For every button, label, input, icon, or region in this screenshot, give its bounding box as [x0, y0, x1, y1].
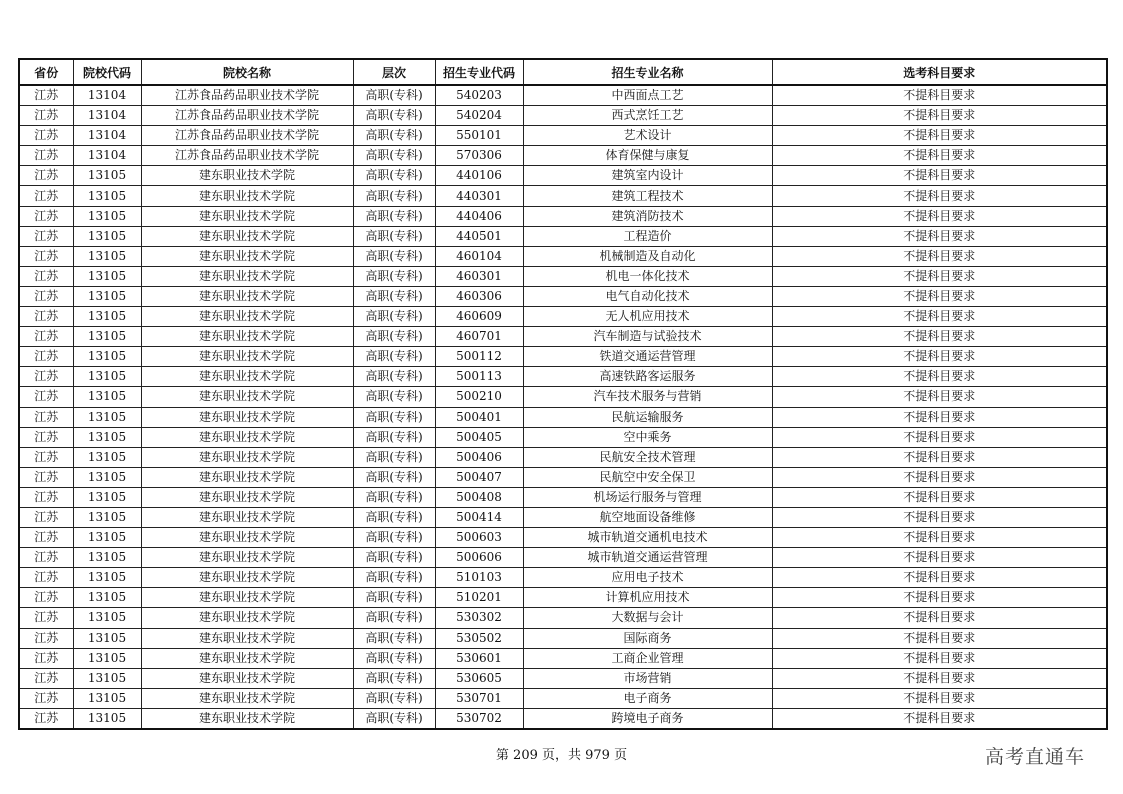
cell-school-code: 13105: [73, 307, 141, 327]
cell-school-code: 13105: [73, 407, 141, 427]
cell-school-name: 建东职业技术学院: [141, 226, 353, 246]
cell-province: 江苏: [19, 246, 73, 266]
cell-school-code: 13104: [73, 146, 141, 166]
cell-subject-requirement: 不提科目要求: [772, 126, 1107, 146]
cell-major-name: 工商企业管理: [523, 648, 772, 668]
cell-level: 高职(专科): [353, 166, 435, 186]
cell-level: 高职(专科): [353, 347, 435, 367]
cell-school-name: 建东职业技术学院: [141, 688, 353, 708]
cell-major-name: 应用电子技术: [523, 568, 772, 588]
table-body: [19, 85, 1107, 729]
table-row: [19, 467, 1107, 487]
cell-major-name: 中西面点工艺: [523, 85, 772, 106]
table-row: [19, 588, 1107, 608]
cell-subject-requirement: 不提科目要求: [772, 608, 1107, 628]
cell-school-code: 13105: [73, 467, 141, 487]
cell-school-name: 建东职业技术学院: [141, 206, 353, 226]
cell-major-name: 汽车技术服务与营销: [523, 387, 772, 407]
cell-subject-requirement: 不提科目要求: [772, 307, 1107, 327]
cell-level: 高职(专科): [353, 186, 435, 206]
cell-subject-requirement: 不提科目要求: [772, 447, 1107, 467]
cell-major-code: 460301: [435, 266, 523, 286]
cell-level: 高职(专科): [353, 688, 435, 708]
cell-school-name: 建东职业技术学院: [141, 487, 353, 507]
cell-school-name: 江苏食品药品职业技术学院: [141, 85, 353, 106]
table-row: [19, 387, 1107, 407]
cell-school-name: 建东职业技术学院: [141, 246, 353, 266]
cell-province: 江苏: [19, 628, 73, 648]
cell-subject-requirement: 不提科目要求: [772, 347, 1107, 367]
cell-major-name: 建筑消防技术: [523, 206, 772, 226]
table-row: [19, 668, 1107, 688]
cell-major-name: 机械制造及自动化: [523, 246, 772, 266]
cell-province: 江苏: [19, 688, 73, 708]
table-row: [19, 126, 1107, 146]
cell-school-name: 建东职业技术学院: [141, 467, 353, 487]
cell-school-code: 13105: [73, 246, 141, 266]
table-row: [19, 427, 1107, 447]
cell-school-code: 13105: [73, 367, 141, 387]
cell-province: 江苏: [19, 166, 73, 186]
cell-major-name: 城市轨道交通机电技术: [523, 528, 772, 548]
cell-school-code: 13105: [73, 447, 141, 467]
cell-school-code: 13105: [73, 648, 141, 668]
header-province: 省份: [19, 59, 73, 85]
cell-school-code: 13104: [73, 106, 141, 126]
cell-province: 江苏: [19, 347, 73, 367]
cell-major-code: 460609: [435, 307, 523, 327]
cell-major-code: 500405: [435, 427, 523, 447]
cell-major-name: 电子商务: [523, 688, 772, 708]
cell-school-name: 建东职业技术学院: [141, 608, 353, 628]
cell-major-name: 工程造价: [523, 226, 772, 246]
cell-province: 江苏: [19, 548, 73, 568]
cell-school-name: 建东职业技术学院: [141, 668, 353, 688]
table-row: [19, 85, 1107, 106]
cell-province: 江苏: [19, 85, 73, 106]
cell-province: 江苏: [19, 407, 73, 427]
table-row: [19, 447, 1107, 467]
cell-level: 高职(专科): [353, 507, 435, 527]
cell-subject-requirement: 不提科目要求: [772, 186, 1107, 206]
table-row: [19, 226, 1107, 246]
cell-province: 江苏: [19, 528, 73, 548]
cell-major-code: 500210: [435, 387, 523, 407]
cell-major-name: 无人机应用技术: [523, 307, 772, 327]
cell-subject-requirement: 不提科目要求: [772, 628, 1107, 648]
cell-major-name: 艺术设计: [523, 126, 772, 146]
cell-province: 江苏: [19, 266, 73, 286]
cell-level: 高职(专科): [353, 427, 435, 447]
cell-major-name: 机场运行服务与管理: [523, 487, 772, 507]
cell-subject-requirement: 不提科目要求: [772, 166, 1107, 186]
cell-school-name: 建东职业技术学院: [141, 286, 353, 306]
cell-major-name: 电气自动化技术: [523, 286, 772, 306]
cell-level: 高职(专科): [353, 367, 435, 387]
cell-major-code: 530701: [435, 688, 523, 708]
table-row: [19, 347, 1107, 367]
cell-school-name: 江苏食品药品职业技术学院: [141, 146, 353, 166]
cell-school-name: 建东职业技术学院: [141, 387, 353, 407]
cell-school-name: 建东职业技术学院: [141, 588, 353, 608]
cell-province: 江苏: [19, 427, 73, 447]
admission-table-container: [18, 58, 1106, 730]
cell-major-code: 530605: [435, 668, 523, 688]
table-row: [19, 246, 1107, 266]
cell-school-name: 建东职业技术学院: [141, 427, 353, 447]
table-row: [19, 266, 1107, 286]
cell-school-code: 13105: [73, 347, 141, 367]
cell-major-name: 大数据与会计: [523, 608, 772, 628]
cell-school-code: 13105: [73, 528, 141, 548]
cell-major-code: 500603: [435, 528, 523, 548]
cell-province: 江苏: [19, 568, 73, 588]
cell-school-name: 建东职业技术学院: [141, 266, 353, 286]
cell-school-code: 13104: [73, 85, 141, 106]
cell-subject-requirement: 不提科目要求: [772, 507, 1107, 527]
cell-school-name: 建东职业技术学院: [141, 327, 353, 347]
cell-subject-requirement: 不提科目要求: [772, 407, 1107, 427]
cell-province: 江苏: [19, 226, 73, 246]
cell-province: 江苏: [19, 327, 73, 347]
cell-subject-requirement: 不提科目要求: [772, 467, 1107, 487]
cell-subject-requirement: 不提科目要求: [772, 387, 1107, 407]
cell-major-code: 570306: [435, 146, 523, 166]
cell-level: 高职(专科): [353, 246, 435, 266]
cell-level: 高职(专科): [353, 548, 435, 568]
cell-level: 高职(专科): [353, 387, 435, 407]
cell-subject-requirement: 不提科目要求: [772, 588, 1107, 608]
cell-major-code: 510103: [435, 568, 523, 588]
cell-school-code: 13105: [73, 206, 141, 226]
cell-major-code: 510201: [435, 588, 523, 608]
table-row: [19, 648, 1107, 668]
cell-major-name: 西式烹饪工艺: [523, 106, 772, 126]
cell-level: 高职(专科): [353, 266, 435, 286]
cell-level: 高职(专科): [353, 307, 435, 327]
cell-major-code: 440106: [435, 166, 523, 186]
cell-school-name: 江苏食品药品职业技术学院: [141, 106, 353, 126]
cell-subject-requirement: 不提科目要求: [772, 568, 1107, 588]
cell-school-code: 13105: [73, 628, 141, 648]
header-major-name: 招生专业名称: [523, 59, 772, 85]
header-major-code: 招生专业代码: [435, 59, 523, 85]
cell-school-code: 13105: [73, 186, 141, 206]
cell-level: 高职(专科): [353, 568, 435, 588]
cell-province: 江苏: [19, 708, 73, 729]
cell-major-name: 城市轨道交通运营管理: [523, 548, 772, 568]
cell-major-code: 530702: [435, 708, 523, 729]
cell-province: 江苏: [19, 608, 73, 628]
header-level: 层次: [353, 59, 435, 85]
cell-school-name: 建东职业技术学院: [141, 447, 353, 467]
cell-province: 江苏: [19, 126, 73, 146]
cell-major-name: 计算机应用技术: [523, 588, 772, 608]
cell-major-code: 530302: [435, 608, 523, 628]
cell-school-code: 13105: [73, 327, 141, 347]
cell-major-name: 空中乘务: [523, 427, 772, 447]
cell-level: 高职(专科): [353, 85, 435, 106]
cell-subject-requirement: 不提科目要求: [772, 327, 1107, 347]
cell-major-code: 500406: [435, 447, 523, 467]
table-row: [19, 688, 1107, 708]
cell-school-name: 建东职业技术学院: [141, 528, 353, 548]
table-row: [19, 186, 1107, 206]
table-row: [19, 367, 1107, 387]
cell-level: 高职(专科): [353, 708, 435, 729]
cell-school-name: 建东职业技术学院: [141, 166, 353, 186]
cell-school-name: 江苏食品药品职业技术学院: [141, 126, 353, 146]
cell-major-code: 500414: [435, 507, 523, 527]
cell-level: 高职(专科): [353, 608, 435, 628]
cell-province: 江苏: [19, 206, 73, 226]
cell-major-name: 航空地面设备维修: [523, 507, 772, 527]
cell-subject-requirement: 不提科目要求: [772, 528, 1107, 548]
cell-province: 江苏: [19, 668, 73, 688]
cell-school-name: 建东职业技术学院: [141, 548, 353, 568]
cell-subject-requirement: 不提科目要求: [772, 246, 1107, 266]
cell-major-code: 530502: [435, 628, 523, 648]
cell-level: 高职(专科): [353, 528, 435, 548]
table-row: [19, 568, 1107, 588]
cell-school-code: 13105: [73, 166, 141, 186]
cell-school-code: 13105: [73, 507, 141, 527]
cell-school-name: 建东职业技术学院: [141, 407, 353, 427]
cell-province: 江苏: [19, 648, 73, 668]
table-row: [19, 628, 1107, 648]
cell-major-name: 体育保健与康复: [523, 146, 772, 166]
cell-major-code: 500113: [435, 367, 523, 387]
cell-province: 江苏: [19, 447, 73, 467]
table-row: [19, 327, 1107, 347]
cell-major-code: 500606: [435, 548, 523, 568]
cell-province: 江苏: [19, 507, 73, 527]
cell-level: 高职(专科): [353, 327, 435, 347]
cell-school-name: 建东职业技术学院: [141, 347, 353, 367]
table-row: [19, 166, 1107, 186]
cell-school-code: 13105: [73, 487, 141, 507]
cell-major-code: 460306: [435, 286, 523, 306]
cell-major-name: 市场营销: [523, 668, 772, 688]
cell-major-name: 民航空中安全保卫: [523, 467, 772, 487]
table-row: [19, 507, 1107, 527]
cell-school-code: 13105: [73, 427, 141, 447]
cell-level: 高职(专科): [353, 487, 435, 507]
cell-school-code: 13104: [73, 126, 141, 146]
table-row: [19, 708, 1107, 729]
cell-province: 江苏: [19, 106, 73, 126]
cell-subject-requirement: 不提科目要求: [772, 85, 1107, 106]
cell-school-name: 建东职业技术学院: [141, 628, 353, 648]
cell-subject-requirement: 不提科目要求: [772, 688, 1107, 708]
cell-school-name: 建东职业技术学院: [141, 648, 353, 668]
cell-school-code: 13105: [73, 226, 141, 246]
cell-school-code: 13105: [73, 548, 141, 568]
watermark-text: 高考直通车: [985, 746, 1086, 768]
cell-major-name: 民航运输服务: [523, 407, 772, 427]
cell-school-code: 13105: [73, 608, 141, 628]
cell-major-name: 民航安全技术管理: [523, 447, 772, 467]
table-row: [19, 307, 1107, 327]
cell-school-code: 13105: [73, 387, 141, 407]
table-row: [19, 528, 1107, 548]
cell-major-name: 机电一体化技术: [523, 266, 772, 286]
cell-subject-requirement: 不提科目要求: [772, 206, 1107, 226]
cell-level: 高职(专科): [353, 106, 435, 126]
cell-school-code: 13105: [73, 286, 141, 306]
cell-subject-requirement: 不提科目要求: [772, 286, 1107, 306]
cell-major-code: 500112: [435, 347, 523, 367]
cell-level: 高职(专科): [353, 206, 435, 226]
cell-major-code: 500408: [435, 487, 523, 507]
cell-province: 江苏: [19, 146, 73, 166]
cell-subject-requirement: 不提科目要求: [772, 548, 1107, 568]
cell-major-code: 460701: [435, 327, 523, 347]
table-row: [19, 608, 1107, 628]
cell-subject-requirement: 不提科目要求: [772, 487, 1107, 507]
cell-school-code: 13105: [73, 588, 141, 608]
cell-major-name: 建筑室内设计: [523, 166, 772, 186]
cell-subject-requirement: 不提科目要求: [772, 708, 1107, 729]
cell-school-code: 13105: [73, 708, 141, 729]
cell-major-code: 440501: [435, 226, 523, 246]
table-row: [19, 548, 1107, 568]
cell-level: 高职(专科): [353, 447, 435, 467]
cell-major-code: 440406: [435, 206, 523, 226]
cell-level: 高职(专科): [353, 648, 435, 668]
cell-level: 高职(专科): [353, 668, 435, 688]
cell-level: 高职(专科): [353, 467, 435, 487]
cell-subject-requirement: 不提科目要求: [772, 106, 1107, 126]
table-header-row: [19, 59, 1107, 85]
table-row: [19, 407, 1107, 427]
cell-major-name: 铁道交通运营管理: [523, 347, 772, 367]
cell-school-name: 建东职业技术学院: [141, 708, 353, 729]
cell-major-name: 高速铁路客运服务: [523, 367, 772, 387]
cell-school-code: 13105: [73, 688, 141, 708]
cell-province: 江苏: [19, 367, 73, 387]
cell-subject-requirement: 不提科目要求: [772, 668, 1107, 688]
cell-school-code: 13105: [73, 266, 141, 286]
cell-major-code: 540204: [435, 106, 523, 126]
page-number: 第 209 页，共 979 页: [495, 748, 628, 763]
table-row: [19, 206, 1107, 226]
cell-level: 高职(专科): [353, 226, 435, 246]
cell-province: 江苏: [19, 387, 73, 407]
cell-province: 江苏: [19, 487, 73, 507]
cell-level: 高职(专科): [353, 588, 435, 608]
cell-subject-requirement: 不提科目要求: [772, 648, 1107, 668]
cell-major-code: 440301: [435, 186, 523, 206]
cell-major-name: 跨境电子商务: [523, 708, 772, 729]
cell-level: 高职(专科): [353, 628, 435, 648]
cell-major-code: 550101: [435, 126, 523, 146]
cell-province: 江苏: [19, 307, 73, 327]
cell-subject-requirement: 不提科目要求: [772, 367, 1107, 387]
cell-subject-requirement: 不提科目要求: [772, 226, 1107, 246]
table-row: [19, 487, 1107, 507]
cell-level: 高职(专科): [353, 146, 435, 166]
cell-province: 江苏: [19, 186, 73, 206]
cell-school-name: 建东职业技术学院: [141, 186, 353, 206]
cell-major-code: 540203: [435, 85, 523, 106]
cell-major-code: 530601: [435, 648, 523, 668]
cell-school-name: 建东职业技术学院: [141, 367, 353, 387]
cell-level: 高职(专科): [353, 126, 435, 146]
cell-subject-requirement: 不提科目要求: [772, 266, 1107, 286]
cell-level: 高职(专科): [353, 407, 435, 427]
table-row: [19, 106, 1107, 126]
cell-province: 江苏: [19, 588, 73, 608]
admission-table: [18, 58, 1108, 730]
cell-major-code: 460104: [435, 246, 523, 266]
table-row: [19, 146, 1107, 166]
cell-school-name: 建东职业技术学院: [141, 568, 353, 588]
cell-subject-requirement: 不提科目要求: [772, 146, 1107, 166]
cell-major-name: 汽车制造与试验技术: [523, 327, 772, 347]
cell-major-name: 国际商务: [523, 628, 772, 648]
cell-subject-requirement: 不提科目要求: [772, 427, 1107, 447]
header-school-code: 院校代码: [73, 59, 141, 85]
cell-level: 高职(专科): [353, 286, 435, 306]
cell-major-code: 500401: [435, 407, 523, 427]
cell-province: 江苏: [19, 286, 73, 306]
cell-province: 江苏: [19, 467, 73, 487]
cell-school-code: 13105: [73, 668, 141, 688]
table-row: [19, 286, 1107, 306]
cell-major-code: 500407: [435, 467, 523, 487]
cell-school-code: 13105: [73, 568, 141, 588]
header-school-name: 院校名称: [141, 59, 353, 85]
cell-school-name: 建东职业技术学院: [141, 507, 353, 527]
cell-major-name: 建筑工程技术: [523, 186, 772, 206]
cell-school-name: 建东职业技术学院: [141, 307, 353, 327]
header-subject-requirement: 选考科目要求: [772, 59, 1107, 85]
